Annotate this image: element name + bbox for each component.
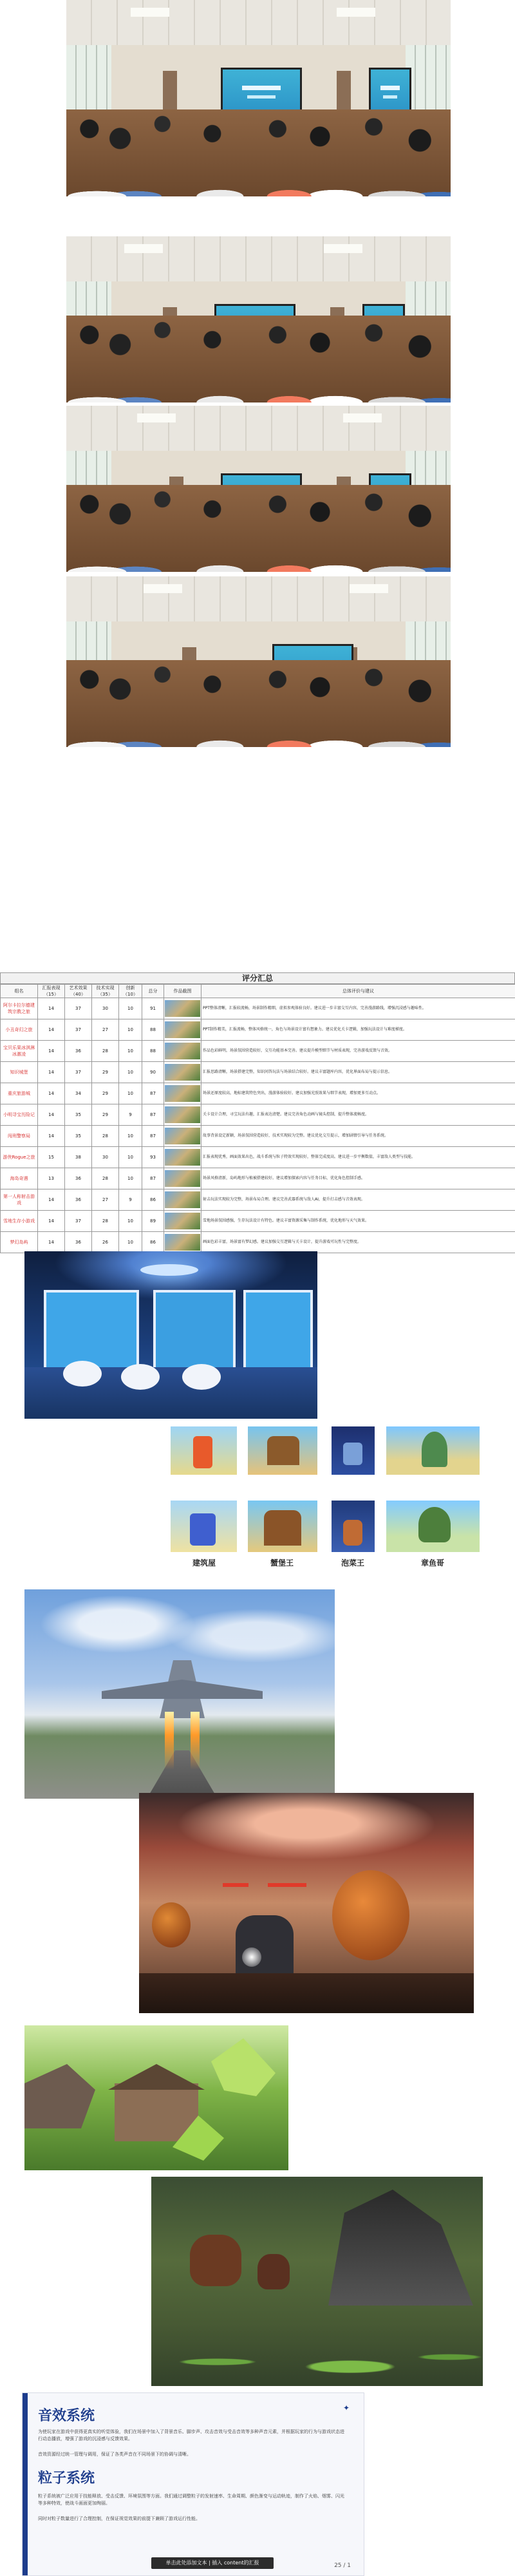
total-score-cell: 88 xyxy=(142,1019,164,1041)
group-name-cell: 海岛奇遇 xyxy=(1,1168,38,1189)
table-row xyxy=(1,1147,515,1168)
group-name-cell: 知识城堡 xyxy=(1,1062,38,1083)
evaluation-comment-cell: 雪地场景氛围感强，生存玩法设计有特色。建议丰富资源采集与制作系统，优化地形与天气效果。 xyxy=(201,1211,515,1232)
score-cell: 9 xyxy=(119,1104,142,1126)
score-cell: 10 xyxy=(119,1126,142,1147)
total-score-cell: 86 xyxy=(142,1189,164,1211)
table-header: 艺术效果（40） xyxy=(65,985,92,998)
total-score-cell: 91 xyxy=(142,998,164,1019)
warrior-battle-scene xyxy=(139,1793,474,2013)
score-cell: 10 xyxy=(119,1232,142,1253)
score-cell: 28 xyxy=(92,1126,119,1147)
score-cell: 10 xyxy=(119,1019,142,1041)
score-cell: 28 xyxy=(92,1168,119,1189)
slide-para-sound: 为使玩家在游戏中获得更真实的听觉体验，我们在场景中加入了背景音乐、脚步声、攻击音效与受击音效等多种声音元素，并根据玩家的行为与游戏状态进行动态播放，增强了游戏的沉浸感与反馈效果。 xyxy=(38,2429,344,2441)
caption-pickle-king: 泡菜王 xyxy=(341,1558,364,1567)
score-cell: 26 xyxy=(92,1232,119,1253)
score-cell: 29 xyxy=(92,1062,119,1083)
score-cell: 14 xyxy=(38,1211,65,1232)
caption-krusty-krab: 蟹堡王 xyxy=(270,1558,294,1567)
group-name-cell: 宝贝乐果冰淇淋冰激凌 xyxy=(1,1041,38,1062)
lowpoly-forest-scene xyxy=(24,2025,288,2170)
total-score-cell: 89 xyxy=(142,1211,164,1232)
score-cell: 10 xyxy=(119,1083,142,1104)
building-house-thumb xyxy=(171,1501,237,1552)
classroom-photo-1 xyxy=(66,0,451,196)
score-cell: 37 xyxy=(65,1019,92,1041)
table-header: 技术实现（35） xyxy=(92,985,119,998)
work-screenshot-thumb xyxy=(165,1043,200,1059)
evaluation-comment-cell: 故事背景设定新颖，场景氛围营造较好，技术实现较为完整。建议优化交互提示，增加剧情引导与任务系统。 xyxy=(201,1126,515,1147)
work-screenshot-thumb xyxy=(165,1234,200,1251)
evaluation-comment-cell: 场景风格清新，岛屿地形与植被搭建较好。建议增加探索内容与任务目标，优化角色控制手感。 xyxy=(201,1168,515,1189)
total-score-cell: 87 xyxy=(142,1126,164,1147)
score-summary-table xyxy=(0,972,515,1245)
total-score-cell: 86 xyxy=(142,1232,164,1253)
table-row xyxy=(1,1083,515,1104)
evaluation-comment-cell: 汇报表现优秀，画面效果出色，战斗系统与粒子特效实现较好，整体完成度高。建议进一步平衡数值，丰富敌人类型与技能。 xyxy=(201,1147,515,1168)
score-cell: 38 xyxy=(65,1147,92,1168)
table-header: 作品截图 xyxy=(164,985,201,998)
group-name-cell: 闯刑警察局 xyxy=(1,1126,38,1147)
score-cell: 10 xyxy=(119,1168,142,1189)
work-screenshot-thumb xyxy=(165,1170,200,1187)
evaluation-comment-cell: 射击玩法实现较为完整，场景布局合理。建议完善武器系统与敌人AI，提升打击感与音效表现。 xyxy=(201,1189,515,1211)
score-cell: 29 xyxy=(92,1104,119,1126)
pickle-king-thumb xyxy=(332,1501,375,1552)
score-cell: 14 xyxy=(38,1041,65,1062)
classroom-photo-2 xyxy=(66,236,451,402)
work-screenshot-cell xyxy=(164,1083,201,1104)
work-screenshot-cell xyxy=(164,1147,201,1168)
score-cell: 10 xyxy=(119,998,142,1019)
score-cell: 14 xyxy=(38,1104,65,1126)
slide-accent-bar xyxy=(23,2393,28,2575)
work-screenshot-cell xyxy=(164,998,201,1019)
work-screenshot-cell xyxy=(164,1062,201,1083)
evaluation-comment-cell: PPT制作精美，汇报流畅，整体风格统一，角色与场景设计富有想象力。建议优化关卡逻辑，加强玩法设计与难度梯度。 xyxy=(201,1019,515,1041)
caption-squidward: 章鱼哥 xyxy=(420,1558,444,1567)
score-cell: 35 xyxy=(65,1104,92,1126)
score-cell: 37 xyxy=(65,1062,92,1083)
table-header: 汇报表现（15） xyxy=(38,985,65,998)
group-name-cell: 第一人称射击游戏 xyxy=(1,1189,38,1211)
table-header: 总体评价与建议 xyxy=(201,985,515,998)
score-cell: 29 xyxy=(92,1083,119,1104)
slide-para-particle: 粒子系统被广泛应用于技能释放、受击反馈、环境氛围等方面。我们通过调整粒子的发射速率、生命周期、颜色渐变与运动轨迹，制作了火焰、烟雾、闪光等多种特效，使战斗画面更加绚丽。 xyxy=(38,2494,344,2506)
score-cell: 27 xyxy=(92,1189,119,1211)
total-score-cell: 87 xyxy=(142,1083,164,1104)
slide-para-particle-2: 同时对粒子数量进行了合理控制，在保证视觉效果的前提下兼顾了游戏运行性能。 xyxy=(38,2516,200,2521)
score-cell: 34 xyxy=(65,1083,92,1104)
table-header-row xyxy=(1,985,515,998)
total-score-cell: 90 xyxy=(142,1062,164,1083)
evaluation-comment-cell: PPT整体清晰，汇报较流畅，场景制作精细，虚拟参观体验良好。建议进一步丰富交互内容，完善漫游路线，增强沉浸感与趣味性。 xyxy=(201,998,515,1019)
presentation-slide xyxy=(22,2392,364,2576)
score-cell: 30 xyxy=(92,998,119,1019)
group-name-cell: 阿尔卡拉尔德建筑宗教之旅 xyxy=(1,998,38,1019)
group-name-cell: 重庆旅游城 xyxy=(1,1083,38,1104)
table-row xyxy=(1,1232,515,1253)
score-cell: 36 xyxy=(65,1041,92,1062)
table-header: 创新（10） xyxy=(119,985,142,998)
total-score-cell: 87 xyxy=(142,1168,164,1189)
work-screenshot-thumb xyxy=(165,1128,200,1144)
group-name-cell: 小丑奇幻之旅 xyxy=(1,1019,38,1041)
krusty-krab-thumb xyxy=(248,1501,317,1552)
work-screenshot-thumb xyxy=(165,1106,200,1123)
score-cell: 35 xyxy=(65,1126,92,1147)
table-row xyxy=(1,1062,515,1083)
work-screenshot-cell xyxy=(164,1189,201,1211)
score-cell: 28 xyxy=(92,1211,119,1232)
evaluation-comment-cell: 场景还原度较高，地标建筑特色突出，漫游体验较好。建议加强光照效果与细节表现，增加更多互动点。 xyxy=(201,1083,515,1104)
score-table xyxy=(0,984,515,1253)
slide-heading-particle: 粒子系统 xyxy=(38,2470,95,2486)
squidward-thumb xyxy=(386,1501,480,1552)
work-screenshot-thumb xyxy=(165,1021,200,1038)
score-cell: 14 xyxy=(38,1126,65,1147)
score-cell: 14 xyxy=(38,1189,65,1211)
character-thumb-1 xyxy=(171,1426,237,1475)
evaluation-comment-cell: 汇报思路清晰，场景搭建完整，知识问答玩法与场景结合较好。建议丰富题库内容，优化界面布局与提示信息。 xyxy=(201,1062,515,1083)
evaluation-comment-cell: 关卡设计合理，寻宝玩法有趣，汇报表达清楚。建议完善角色动画与镜头控制，提升整体流畅度。 xyxy=(201,1104,515,1126)
score-cell: 9 xyxy=(119,1189,142,1211)
group-name-cell: 小明寻宝历险记 xyxy=(1,1104,38,1126)
work-screenshot-cell xyxy=(164,1232,201,1253)
score-cell: 15 xyxy=(38,1147,65,1168)
character-thumb-4 xyxy=(386,1426,480,1475)
work-screenshot-cell xyxy=(164,1041,201,1062)
score-cell: 36 xyxy=(65,1232,92,1253)
table-header: 组名 xyxy=(1,985,38,998)
slide-footer-bar[interactable]: 单击此处添加文本 | 插入 content的汇报 xyxy=(151,2557,274,2569)
classroom-photo-3 xyxy=(66,406,451,572)
group-name-cell: 梦幻岛屿 xyxy=(1,1232,38,1253)
sparkle-icon: ✦ xyxy=(342,2403,350,2412)
score-cell: 14 xyxy=(38,1083,65,1104)
table-row xyxy=(1,1019,515,1041)
score-cell: 27 xyxy=(92,1019,119,1041)
table-row xyxy=(1,1189,515,1211)
score-cell: 36 xyxy=(65,1189,92,1211)
slide-page-number: 25 / 1 xyxy=(334,2562,351,2569)
total-score-cell: 88 xyxy=(142,1041,164,1062)
score-cell: 13 xyxy=(38,1168,65,1189)
score-cell: 37 xyxy=(65,998,92,1019)
classroom-photo-4 xyxy=(66,576,451,747)
score-cell: 10 xyxy=(119,1062,142,1083)
work-screenshot-cell xyxy=(164,1019,201,1041)
total-score-cell: 87 xyxy=(142,1104,164,1126)
table-row xyxy=(1,998,515,1019)
score-cell: 10 xyxy=(119,1147,142,1168)
table-header: 总分 xyxy=(142,985,164,998)
score-cell: 30 xyxy=(92,1147,119,1168)
table-row xyxy=(1,1041,515,1062)
work-screenshot-cell xyxy=(164,1211,201,1232)
score-cell: 14 xyxy=(38,1019,65,1041)
bear-forest-scene xyxy=(151,2177,483,2386)
group-name-cell: 游侠Rogue之旅 xyxy=(1,1147,38,1168)
work-screenshot-thumb xyxy=(165,1191,200,1208)
score-cell: 28 xyxy=(92,1041,119,1062)
total-score-cell: 93 xyxy=(142,1147,164,1168)
score-cell: 37 xyxy=(65,1211,92,1232)
table-row xyxy=(1,1211,515,1232)
table-row xyxy=(1,1168,515,1189)
evaluation-comment-cell: 作品色彩鲜明，场景氛围营造较好，交互功能基本完善。建议提升模型细节与材质表现，完善游戏反馈与音效。 xyxy=(201,1041,515,1062)
table-row xyxy=(1,1104,515,1126)
work-screenshot-cell xyxy=(164,1168,201,1189)
group-name-cell: 雪地生存小游戏 xyxy=(1,1211,38,1232)
work-screenshot-thumb xyxy=(165,1064,200,1081)
score-cell: 36 xyxy=(65,1168,92,1189)
score-cell: 10 xyxy=(119,1041,142,1062)
work-screenshot-thumb xyxy=(165,1213,200,1229)
caption-building-house: 建筑屋 xyxy=(192,1558,216,1567)
score-cell: 10 xyxy=(119,1211,142,1232)
evaluation-comment-cell: 画面色彩丰富，场景富有梦幻感。建议加强交互逻辑与关卡设计，提升游戏可玩性与完整度。 xyxy=(201,1232,515,1253)
character-thumb-2 xyxy=(248,1426,317,1475)
slide-para-sound-2: 音效资源经过统一管理与调用，保证了各类声音在不同场景下的协调与清晰。 xyxy=(38,2452,191,2457)
score-cell: 14 xyxy=(38,1062,65,1083)
work-screenshot-cell xyxy=(164,1126,201,1147)
work-screenshot-thumb xyxy=(165,1000,200,1017)
blue-hall-scene xyxy=(24,1251,317,1419)
score-cell: 14 xyxy=(38,1232,65,1253)
score-table-title: 评分汇总 xyxy=(0,972,515,984)
score-cell: 14 xyxy=(38,998,65,1019)
slide-heading-sound: 音效系统 xyxy=(38,2408,95,2424)
work-screenshot-cell xyxy=(164,1104,201,1126)
work-screenshot-thumb xyxy=(165,1149,200,1166)
character-thumb-3 xyxy=(332,1426,375,1475)
work-screenshot-thumb xyxy=(165,1085,200,1102)
jet-flight-scene xyxy=(24,1589,335,1799)
table-row xyxy=(1,1126,515,1147)
